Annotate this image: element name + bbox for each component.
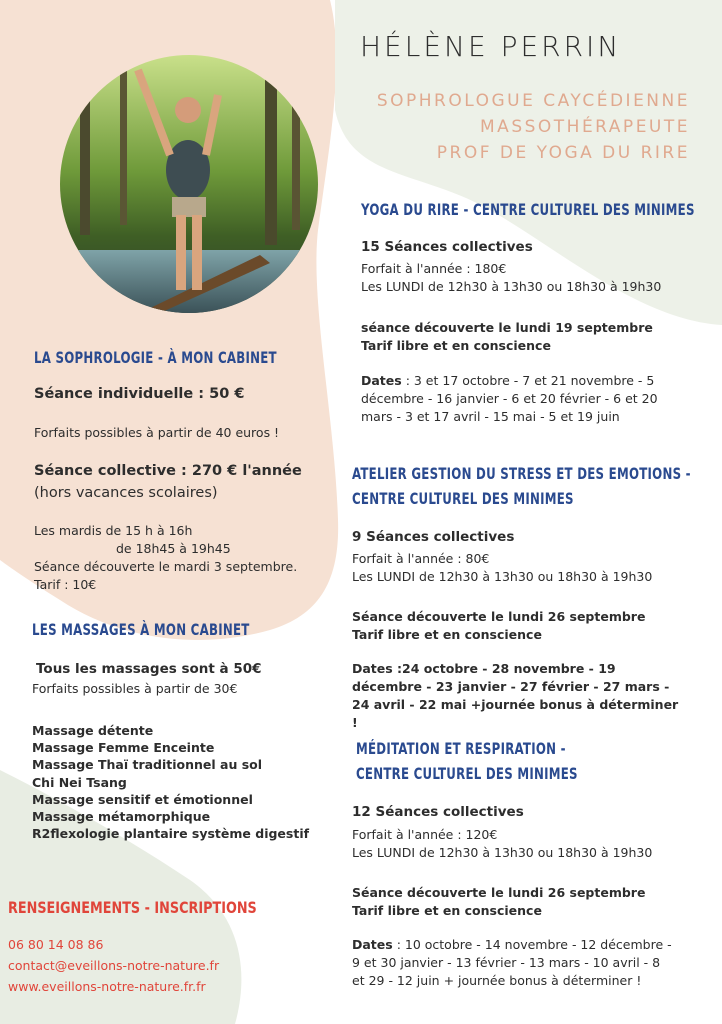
yoga-horaires: Les LUNDI de 12h30 à 13h30 ou 18h30 à 19h30: [361, 279, 662, 294]
sophrologie-decouverte: Séance découverte le mardi 3 septembre.: [34, 559, 298, 574]
list-item: Massage Thaï traditionnel au sol: [32, 757, 263, 773]
title-sophrologue: SOPHROLOGUE CAYCÉDIENNE: [376, 91, 690, 111]
massages-prix: Tous les massages sont à 50€: [36, 661, 262, 677]
seance-collective: Séance collective : 270 € l'année: [34, 463, 302, 479]
stress-heading-line2: CENTRE CULTUREL DES MINIMES: [352, 489, 574, 508]
seance-collective-note: (hors vacances scolaires): [34, 485, 218, 501]
contact-info: [8, 934, 219, 997]
professional-titles: [377, 88, 690, 166]
yoga-decouverte: séance découverte le lundi 19 septembre: [361, 320, 653, 335]
dates-text: : 3 et 17 octobre - 7 et 21 novembre - 5 décembre - 16 janvier - 6 et 20 février - 6 et 20 mars - 3 et 17 avril - 15 mai - 5 et 19 juin: [361, 373, 658, 424]
yoga-dates: [361, 372, 681, 426]
title-yoga-rire: PROF DE YOGA DU RIRE: [436, 143, 690, 163]
massages-forfaits: Forfaits possibles à partir de 30€: [32, 681, 238, 696]
dates-label: Dates: [361, 373, 402, 388]
sophrologie-forfaits: Forfaits possibles à partir de 40 euros !: [34, 425, 280, 440]
person-name: HÉLÈNE PERRIN: [360, 30, 622, 63]
stress-dates: Dates :24 octobre - 28 novembre - 19 décembre - 23 janvier - 27 février - 27 mars - 24 avril - 22 mai +journée bonus à déterminer !: [352, 661, 679, 730]
website-link[interactable]: www.eveillons-notre-nature.fr.fr: [8, 979, 206, 994]
stress-heading-line1: ATELIER GESTION DU STRESS ET DES EMOTIONS -: [352, 464, 691, 483]
massages-list: [32, 722, 309, 842]
horaires-mardi-soir: de 18h45 à 19h45: [116, 541, 231, 556]
list-item: Massage métamorphique: [32, 809, 211, 825]
yoga-heading: YOGA DU RIRE - CENTRE CULTUREL DES MINIMES: [361, 200, 695, 219]
meditation-horaires: Les LUNDI de 12h30 à 13h30 ou 18h30 à 19h30: [352, 845, 653, 860]
massages-heading: LES MASSAGES À MON CABINET: [32, 620, 250, 639]
list-item: Massage Femme Enceinte: [32, 740, 215, 756]
list-item: Chi Nei Tsang: [32, 774, 127, 790]
yoga-seances: 15 Séances collectives: [361, 239, 533, 255]
phone-number[interactable]: 06 80 14 08 86: [8, 937, 104, 952]
sophrologie-tarif: Tarif : 10€: [34, 577, 97, 592]
horaires-mardi: Les mardis de 15 h à 16h: [34, 523, 193, 538]
meditation-dates: [352, 936, 672, 990]
profile-photo: [60, 55, 318, 313]
sophrologie-heading: LA SOPHROLOGIE - À MON CABINET: [34, 348, 277, 367]
stress-decouverte: Séance découverte le lundi 26 septembre: [352, 609, 646, 624]
meditation-decouverte: Séance découverte le lundi 26 septembre: [352, 885, 646, 900]
dates-text: : 10 octobre - 14 novembre - 12 décembre - 9 et 30 janvier - 13 février - 13 mars - 10 avril - 8 et 29 - 12 juin + journée bonus à déterminer !: [352, 937, 672, 988]
seance-individuelle: Séance individuelle : 50 €: [34, 386, 245, 402]
contact-heading: RENSEIGNEMENTS - INSCRIPTIONS: [8, 898, 257, 917]
meditation-forfait: Forfait à l'année : 120€: [352, 827, 498, 842]
list-item: Massage sensitif et émotionnel: [32, 791, 253, 807]
email-link[interactable]: contact@eveillons-notre-nature.fr: [8, 958, 220, 973]
yoga-forfait: Forfait à l'année : 180€: [361, 261, 507, 276]
meditation-heading-line1: MÉDITATION ET RESPIRATION -: [356, 739, 566, 758]
stress-seances: 9 Séances collectives: [352, 529, 515, 545]
stress-tarif: Tarif libre et en conscience: [352, 627, 542, 642]
title-massotherapeute: MASSOTHÉRAPEUTE: [480, 117, 690, 137]
dates-label: Dates: [352, 937, 393, 952]
yoga-tarif: Tarif libre et en conscience: [361, 338, 551, 353]
meditation-tarif: Tarif libre et en conscience: [352, 903, 542, 918]
list-item: R2flexologie plantaire système digestif: [32, 826, 310, 842]
stress-horaires: Les LUNDI de 12h30 à 13h30 ou 18h30 à 19h30: [352, 569, 653, 584]
list-item: Massage détente: [32, 723, 154, 738]
forest-river-image: [60, 55, 318, 313]
meditation-heading-line2: CENTRE CULTUREL DES MINIMES: [356, 764, 578, 783]
meditation-seances: 12 Séances collectives: [352, 804, 524, 820]
stress-forfait: Forfait à l'année : 80€: [352, 551, 490, 566]
